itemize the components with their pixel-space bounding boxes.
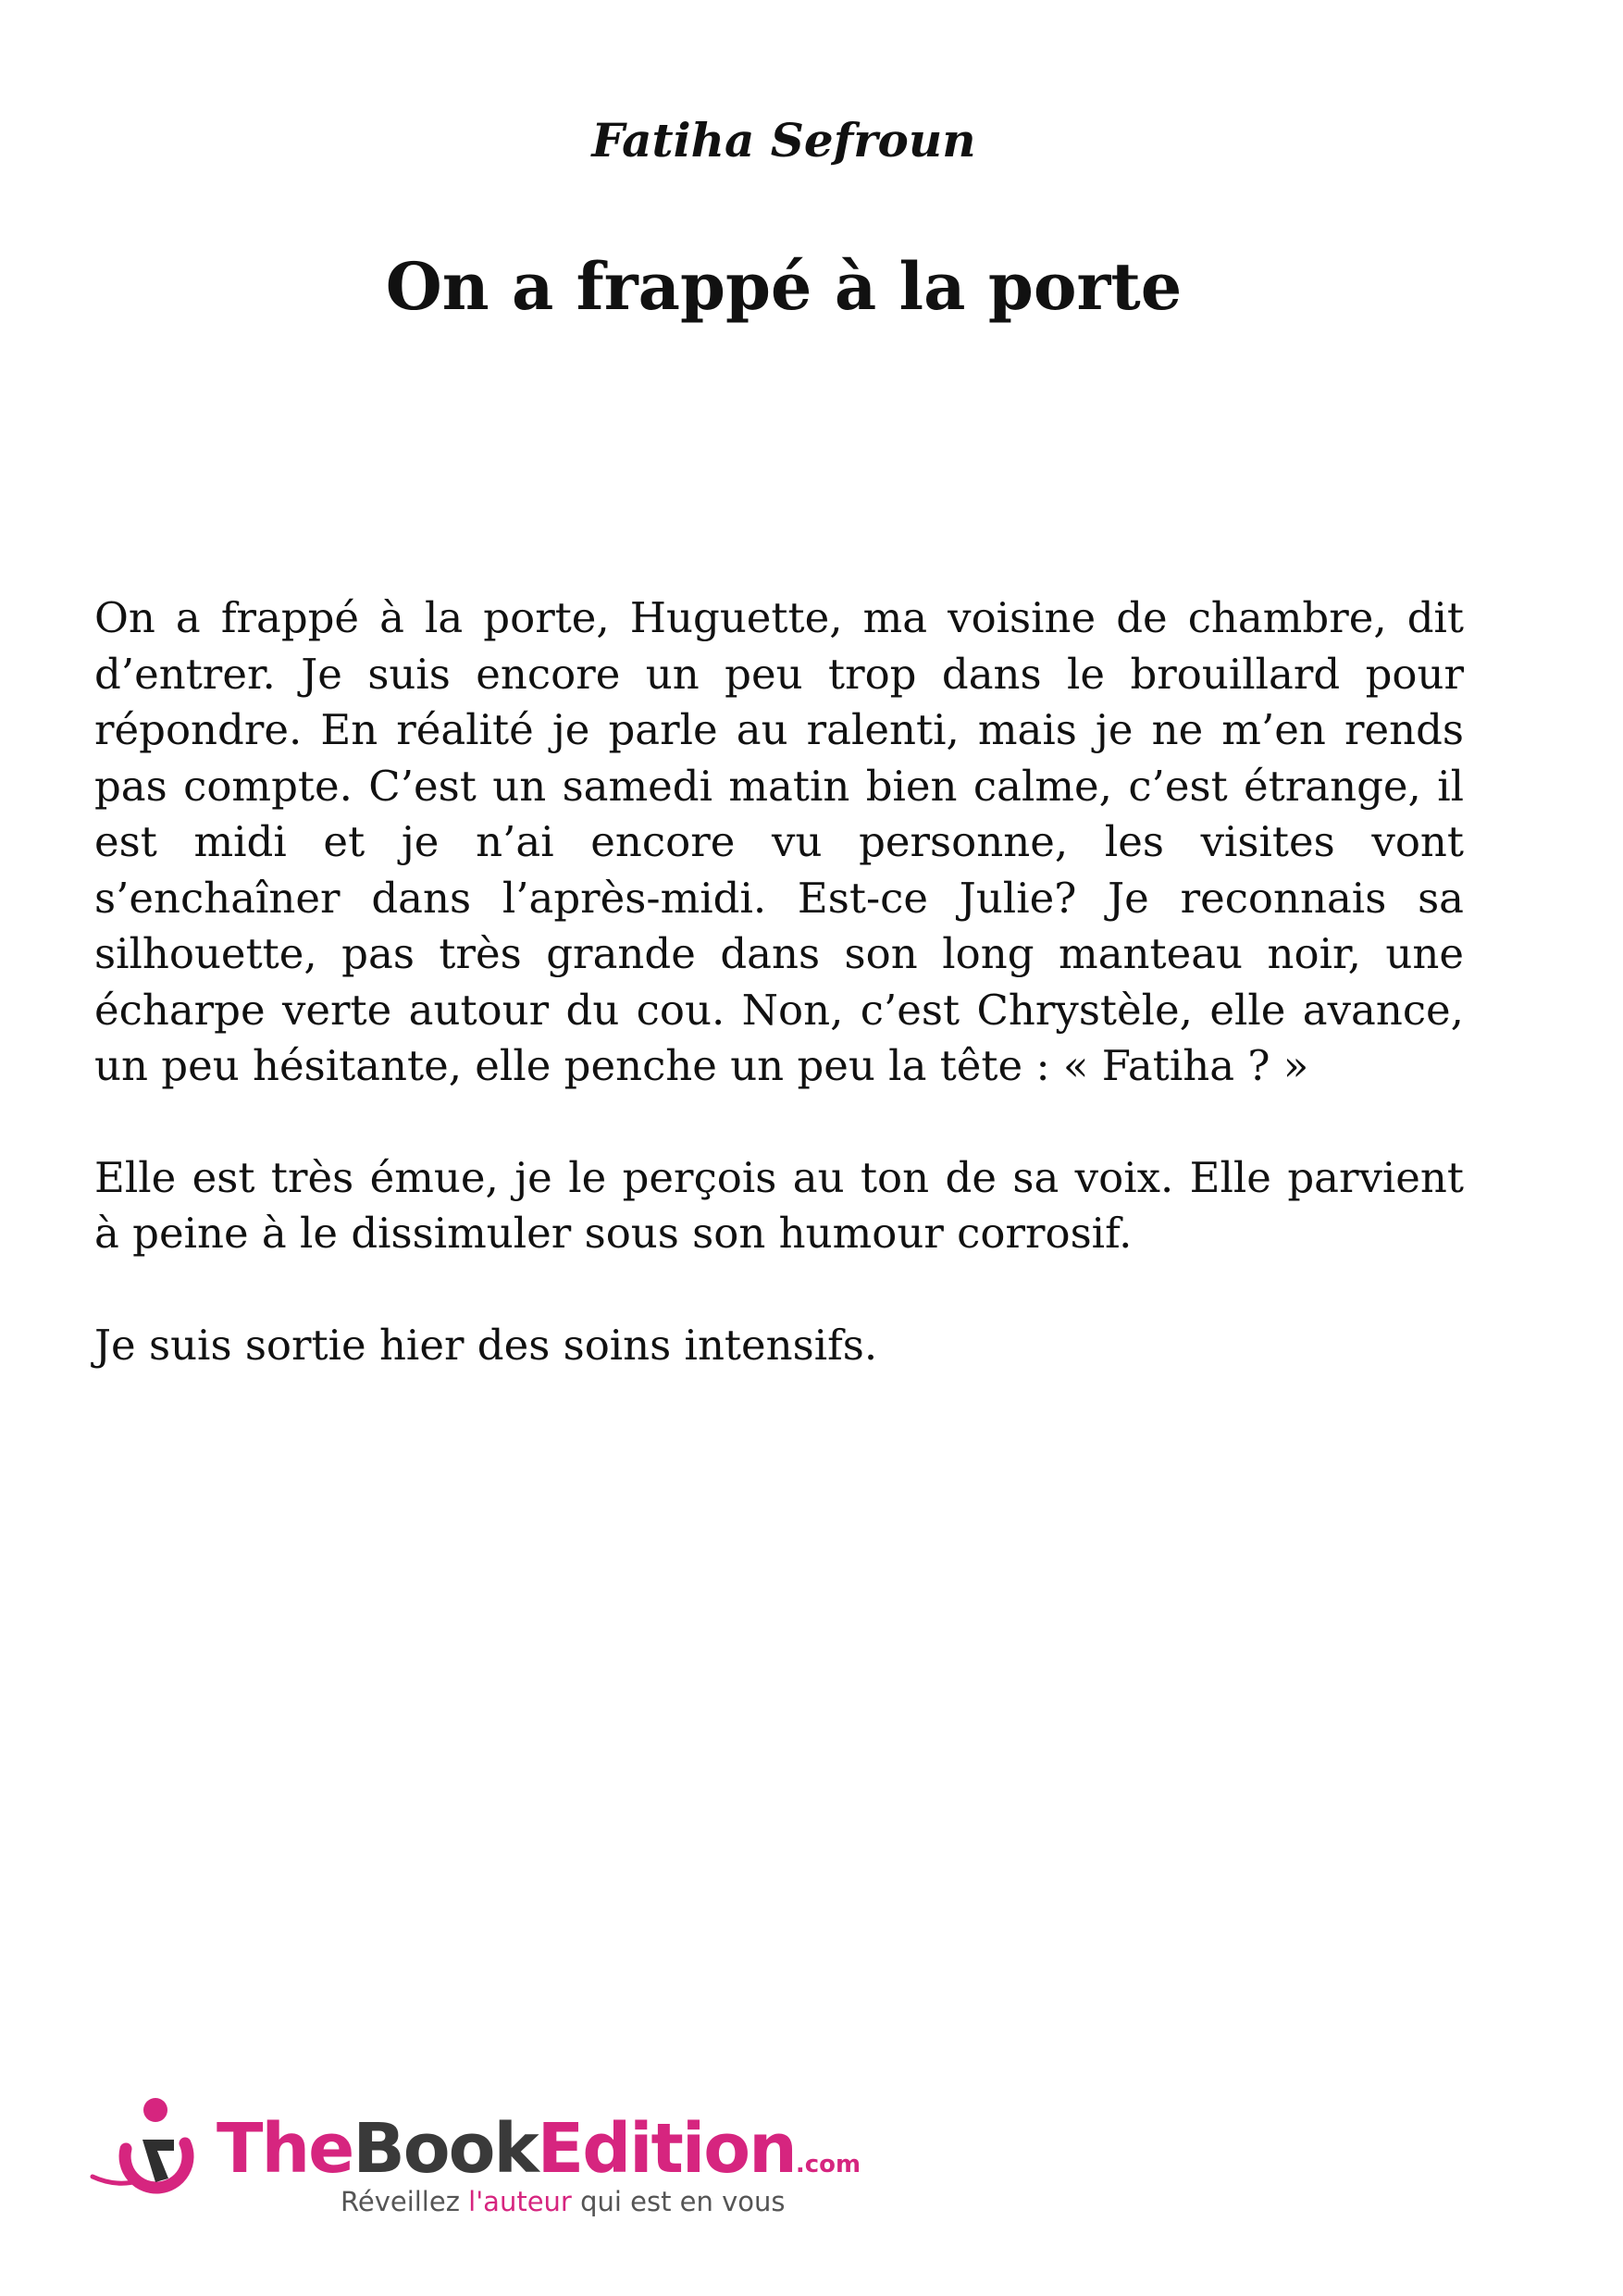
paragraph-3: Je suis sortie hier des soins intensifs. <box>94 1320 878 1370</box>
author-name: Fatiha Sefroun <box>591 113 976 168</box>
tagline-start: Réveillez <box>341 2186 469 2217</box>
wordmark-edition: Edition <box>537 2109 796 2189</box>
paragraph-2: Elle est très émue, je le perçois au ton de sa voix. Elle parvient à peine à le dissimuler sous son humour corrosif. <box>94 1152 1464 1258</box>
body-text <box>94 590 1464 1429</box>
wordmark-com: .com <box>795 2151 861 2178</box>
page-title: On a frappé à la porte <box>385 248 1183 325</box>
paragraph-1: On a frappé à la porte, Huguette, ma voisine de chambre, dit d’entrer. Je suis encore un peu trop dans le brouillard pour répondre. En réalité je parle au ralenti, mais je ne m’en rends pas compte. C’est un samedi matin bien calme, c’est étrange, il est midi et je n’ai encore vu personne, les visites vont s’enchaîner dans l’après-midi. Est-ce Julie? Je reconnais sa silhouette, pas très grande dans son long manteau noir, une écharpe verte autour du cou. Non, c’est Chrystèle, elle avance, un peu hésitante, elle penche un peu la tête : « Fatiha ? » <box>94 593 1464 1090</box>
wordmark-the: The <box>217 2109 353 2189</box>
publisher-tagline <box>341 2186 786 2217</box>
tagline-end: qui est en vous <box>571 2186 786 2217</box>
tagline-accent: l'auteur <box>468 2186 572 2217</box>
publisher-logo <box>89 2091 861 2230</box>
wordmark-book: Book <box>353 2109 538 2189</box>
person-circle-logo-icon <box>89 2091 209 2212</box>
